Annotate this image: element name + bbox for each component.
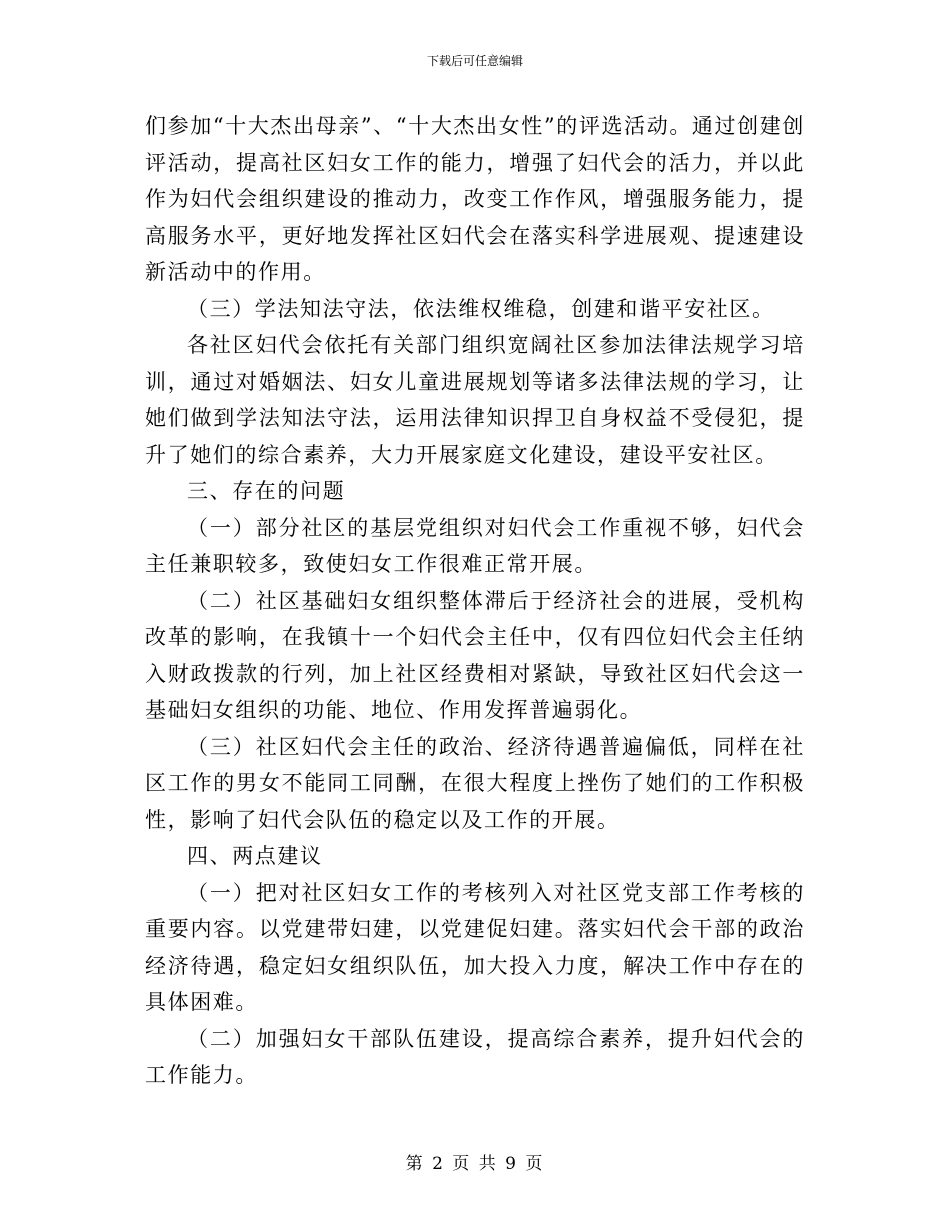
paragraph-problem-three: （三）社区妇代会主任的政治、经济待遇普遍偏低，同样在社区工作的男女不能同工同酬，在很大程度上挫伤了她们的工作积极性，影响了妇代会队伍的稳定以及工作的开展。 <box>145 734 805 832</box>
paragraph-suggestion-two: （二）加强妇女干部队伍建设，提高综合素养，提升妇代会的工作能力。 <box>145 1026 805 1087</box>
page-header: 下载后可任意编辑 <box>426 54 523 68</box>
subheading-three: （三）学法知法守法，依法维权维稳，创建和谐平安社区。 <box>187 296 775 321</box>
section-heading-suggestions: 四、两点建议 <box>187 844 323 868</box>
paragraph-law-study: 各社区妇代会依托有关部门组织宽阔社区参加法律法规学习培训，通过对婚姻法、妇女儿童进展规划等诸多法律法规的学习，让她们做到学法知法守法，运用法律知识捍卫自身权益不受侵犯，提升了她们的综合素养，大力开展家庭文化建设，建设平安社区。 <box>145 333 805 467</box>
section-heading-problems: 三、存在的问题 <box>187 479 346 503</box>
paragraph-problem-one: （一）部分社区的基层党组织对妇代会工作重视不够，妇代会主任兼职较多，致使妇女工作很难正常开展。 <box>145 515 805 576</box>
page-number-footer: 第 2 页 共 9 页 <box>405 1154 545 1174</box>
paragraph-suggestion-one: （一）把对社区妇女工作的考核列入对社区党支部工作考核的重要内容。以党建带妇建，以党建促妇建。落实妇代会干部的政治经济待遇，稳定妇女组织队伍，加大投入力度，解决工作中存在的具体困难。 <box>145 880 805 1014</box>
paragraph-problem-two: （二）社区基础妇女组织整体滞后于经济社会的进展，受机构改革的影响，在我镇十一个妇代会主任中，仅有四位妇代会主任纳入财政拨款的行列，加上社区经费相对紧缺，导致社区妇代会这一基础妇女组织的功能、地位、作用发挥普遍弱化。 <box>145 588 805 722</box>
paragraph-continuation: 们参加“十大杰出母亲”、“十大杰出女性”的评选活动。通过创建创评活动，提高社区妇女工作的能力，增强了妇代会的活力，并以此作为妇代会组织建设的推动力，改变工作作风，增强服务能力，提高服务水平，更好地发挥社区妇代会在落实科学进展观、提速建设新活动中的作用。 <box>145 114 805 284</box>
document-body <box>145 108 805 1094</box>
